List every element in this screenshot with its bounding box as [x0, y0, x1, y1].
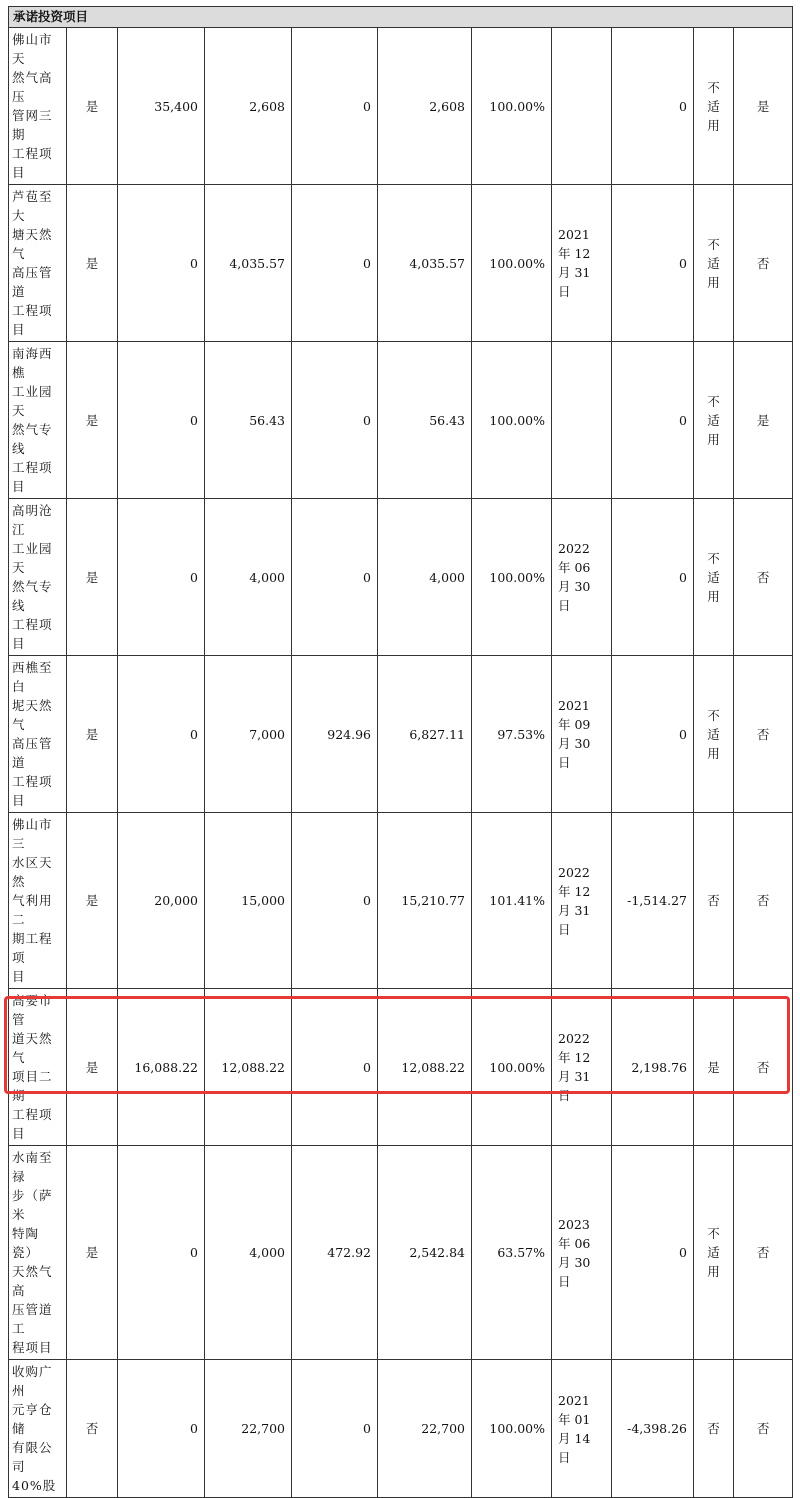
- table-row: [9, 342, 793, 499]
- progress-percent: 100.00%: [472, 989, 552, 1146]
- changed-flag: 是: [67, 185, 118, 342]
- feasibility-changed: 否: [734, 1146, 793, 1360]
- ready-date: 2021 年 09 月 30 日: [552, 656, 612, 813]
- ready-date: 2022 年 06 月 30 日: [552, 499, 612, 656]
- current-period-amount: 0: [292, 1360, 378, 1498]
- project-name: 水南至禄 步（萨米 特陶瓷） 天然气高 压管道工 程项目: [9, 1146, 67, 1360]
- changed-flag: 是: [67, 342, 118, 499]
- table-row: [9, 813, 793, 989]
- benefit-reached: 不 适 用: [694, 499, 734, 656]
- ready-date: 2021 年 12 月 31 日: [552, 185, 612, 342]
- feasibility-changed: 否: [734, 813, 793, 989]
- ready-date: 2021 年 01 月 14 日: [552, 1360, 612, 1498]
- realized-benefit: 0: [612, 185, 694, 342]
- adjusted-amount: 22,700: [205, 1360, 292, 1498]
- adjusted-amount: 15,000: [205, 813, 292, 989]
- ready-date: 2022 年 12 月 31 日: [552, 813, 612, 989]
- feasibility-changed: 是: [734, 28, 793, 185]
- progress-percent: 100.00%: [472, 342, 552, 499]
- investment-table-wrapper: [8, 6, 793, 1498]
- progress-percent: 101.41%: [472, 813, 552, 989]
- adjusted-amount: 56.43: [205, 342, 292, 499]
- progress-percent: 100.00%: [472, 1360, 552, 1498]
- adjusted-amount: 12,088.22: [205, 989, 292, 1146]
- benefit-reached: 不 适 用: [694, 185, 734, 342]
- realized-benefit: 0: [612, 342, 694, 499]
- project-name: 西樵至白 坭天然气 高压管道 工程项目: [9, 656, 67, 813]
- cumulative-amount: 2,542.84: [378, 1146, 472, 1360]
- benefit-reached: 不 适 用: [694, 28, 734, 185]
- changed-flag: 是: [67, 1146, 118, 1360]
- changed-flag: 是: [67, 28, 118, 185]
- table-row: [9, 28, 793, 185]
- current-period-amount: 0: [292, 28, 378, 185]
- cumulative-amount: 15,210.77: [378, 813, 472, 989]
- feasibility-changed: 否: [734, 989, 793, 1146]
- project-name: 高明沧江 工业园天 然气专线 工程项目: [9, 499, 67, 656]
- table-row: [9, 1360, 793, 1498]
- progress-percent: 100.00%: [472, 499, 552, 656]
- current-period-amount: 924.96: [292, 656, 378, 813]
- changed-flag: 是: [67, 656, 118, 813]
- changed-flag: 是: [67, 813, 118, 989]
- realized-benefit: 2,198.76: [612, 989, 694, 1146]
- project-name: 佛山市天 然气高压 管网三期 工程项目: [9, 28, 67, 185]
- committed-amount: 0: [118, 1146, 205, 1360]
- project-name: 芦苞至大 塘天然气 高压管道 工程项目: [9, 185, 67, 342]
- feasibility-changed: 否: [734, 656, 793, 813]
- realized-benefit: 0: [612, 656, 694, 813]
- cumulative-amount: 2,608: [378, 28, 472, 185]
- table-row: [9, 499, 793, 656]
- adjusted-amount: 7,000: [205, 656, 292, 813]
- committed-amount: 0: [118, 499, 205, 656]
- current-period-amount: 0: [292, 813, 378, 989]
- realized-benefit: 0: [612, 28, 694, 185]
- committed-amount: 0: [118, 656, 205, 813]
- adjusted-amount: 4,000: [205, 1146, 292, 1360]
- table-row: [9, 989, 793, 1146]
- adjusted-amount: 4,035.57: [205, 185, 292, 342]
- realized-benefit: -1,514.27: [612, 813, 694, 989]
- changed-flag: 是: [67, 989, 118, 1146]
- project-name: 佛山市三 水区天然 气利用二 期工程项 目: [9, 813, 67, 989]
- committed-amount: 20,000: [118, 813, 205, 989]
- feasibility-changed: 是: [734, 342, 793, 499]
- table-row: [9, 656, 793, 813]
- ready-date: 2023 年 06 月 30 日: [552, 1146, 612, 1360]
- investment-table: [8, 6, 793, 1498]
- ready-date: [552, 28, 612, 185]
- committed-amount: 0: [118, 185, 205, 342]
- project-name: 高要市管 道天然气 项目二期 工程项目: [9, 989, 67, 1146]
- feasibility-changed: 否: [734, 1360, 793, 1498]
- cumulative-amount: 22,700: [378, 1360, 472, 1498]
- progress-percent: 97.53%: [472, 656, 552, 813]
- feasibility-changed: 否: [734, 499, 793, 656]
- realized-benefit: 0: [612, 499, 694, 656]
- progress-percent: 100.00%: [472, 28, 552, 185]
- cumulative-amount: 4,035.57: [378, 185, 472, 342]
- adjusted-amount: 4,000: [205, 499, 292, 656]
- cumulative-amount: 56.43: [378, 342, 472, 499]
- progress-percent: 63.57%: [472, 1146, 552, 1360]
- current-period-amount: 472.92: [292, 1146, 378, 1360]
- current-period-amount: 0: [292, 989, 378, 1146]
- benefit-reached: 是: [694, 989, 734, 1146]
- table-row: [9, 1146, 793, 1360]
- committed-amount: 35,400: [118, 28, 205, 185]
- cumulative-amount: 6,827.11: [378, 656, 472, 813]
- project-name: 南海西樵 工业园天 然气专线 工程项目: [9, 342, 67, 499]
- ready-date: 2022 年 12 月 31 日: [552, 989, 612, 1146]
- feasibility-changed: 否: [734, 185, 793, 342]
- progress-percent: 100.00%: [472, 185, 552, 342]
- current-period-amount: 0: [292, 185, 378, 342]
- project-name: 收购广州 元亨仓储 有限公司 40%股: [9, 1360, 67, 1498]
- current-period-amount: 0: [292, 342, 378, 499]
- section-header-row: [9, 7, 793, 28]
- committed-amount: 16,088.22: [118, 989, 205, 1146]
- benefit-reached: 不 适 用: [694, 342, 734, 499]
- table-row: [9, 185, 793, 342]
- realized-benefit: -4,398.26: [612, 1360, 694, 1498]
- benefit-reached: 不 适 用: [694, 656, 734, 813]
- adjusted-amount: 2,608: [205, 28, 292, 185]
- ready-date: [552, 342, 612, 499]
- section-title: 承诺投资项目: [9, 7, 793, 28]
- benefit-reached: 否: [694, 813, 734, 989]
- changed-flag: 否: [67, 1360, 118, 1498]
- current-period-amount: 0: [292, 499, 378, 656]
- committed-amount: 0: [118, 342, 205, 499]
- committed-amount: 0: [118, 1360, 205, 1498]
- cumulative-amount: 4,000: [378, 499, 472, 656]
- cumulative-amount: 12,088.22: [378, 989, 472, 1146]
- realized-benefit: 0: [612, 1146, 694, 1360]
- benefit-reached: 不 适 用: [694, 1146, 734, 1360]
- changed-flag: 是: [67, 499, 118, 656]
- benefit-reached: 否: [694, 1360, 734, 1498]
